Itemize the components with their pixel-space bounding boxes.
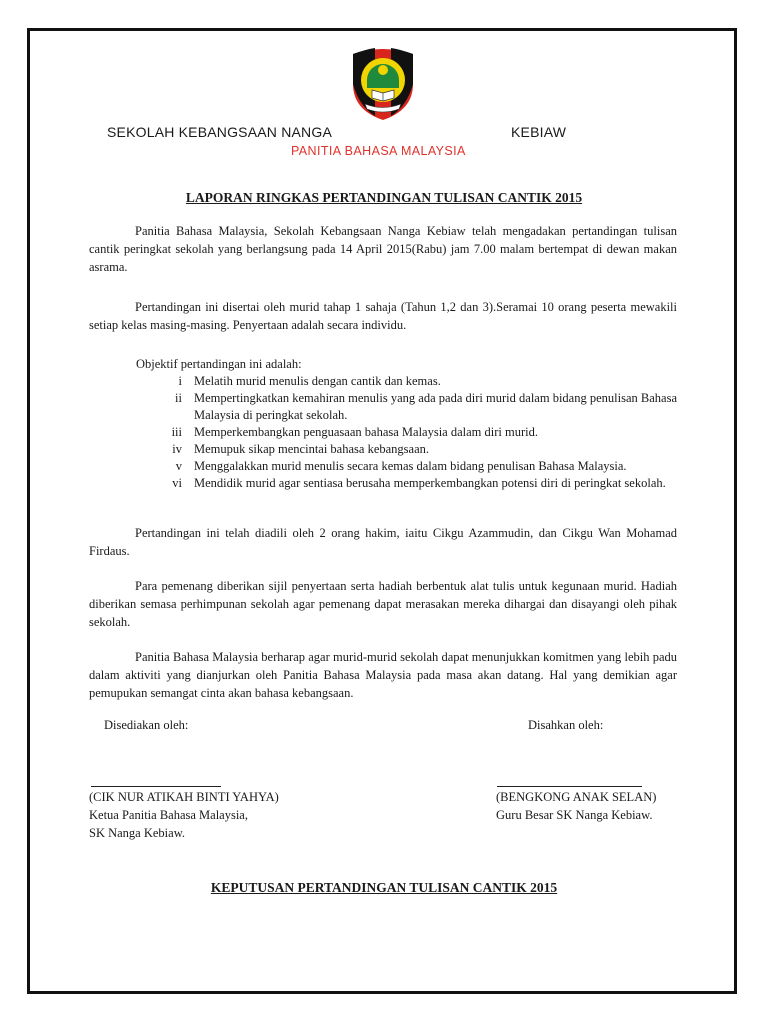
paragraph-participants: Pertandingan ini disertai oleh murid tahap 1 sahaja (Tahun 1,2 dan 3).Seramai 10 orang peserta mewakili setiap kelas masing-masing. Penyertaan adalah secara individu. xyxy=(89,300,677,332)
decision-title: KEPUTUSAN PERTANDINGAN TULISAN CANTIK 2015 xyxy=(210,880,558,895)
list-item xyxy=(162,458,677,475)
approved-by-label: Disahkan oleh: xyxy=(528,718,604,732)
prepared-by-name: (CIK NUR ATIKAH BINTI YAHYA) xyxy=(89,790,279,804)
prepared-by-school: SK Nanga Kebiaw. xyxy=(89,826,186,840)
approved-by-name: (BENGKONG ANAK SELAN) xyxy=(496,790,657,804)
page-border xyxy=(27,28,737,994)
list-item-text: Mempertingkatkan kemahiran menulis yang ada pada diri murid dalam bidang penulisan Bahasa Malaysia di peringkat sekolah. xyxy=(194,391,677,422)
list-item xyxy=(162,390,677,424)
prepared-by-label: Disediakan oleh: xyxy=(104,718,189,732)
committee-name: PANITIA BAHASA MALAYSIA xyxy=(291,144,466,158)
list-item xyxy=(162,475,677,492)
prepared-by-block xyxy=(89,788,279,842)
list-item-text: Melatih murid menulis dengan cantik dan kemas. xyxy=(194,374,441,388)
signature-line-prepared xyxy=(91,786,221,787)
list-item-number: vi xyxy=(172,476,182,490)
objectives-intro: Objektif pertandingan ini adalah: xyxy=(136,357,302,371)
school-name-right: KEBIAW xyxy=(511,124,567,140)
list-item-number: ii xyxy=(175,391,182,405)
list-item-text: Memupuk sikap mencintai bahasa kebangsaan. xyxy=(194,442,429,456)
approved-by-role: Guru Besar SK Nanga Kebiaw. xyxy=(496,808,653,822)
school-crest-icon xyxy=(345,44,421,122)
prepared-by-role: Ketua Panitia Bahasa Malaysia, xyxy=(89,808,248,822)
list-item xyxy=(162,424,677,441)
report-title: LAPORAN RINGKAS PERTANDINGAN TULISAN CANTIK 2015 xyxy=(185,190,583,205)
objectives-list xyxy=(162,373,677,492)
paragraph-intro: Panitia Bahasa Malaysia, Sekolah Kebangsaan Nanga Kebiaw telah mengadakan pertandingan tulisan cantik peringkat sekolah yang berlangsung pada 14 April 2015(Rabu) jam 7.00 malam bertempat di dewan makan asrama. xyxy=(89,224,677,274)
approved-by-block xyxy=(496,788,656,824)
list-item xyxy=(162,373,677,390)
list-item-text: Memperkembangkan penguasaan bahasa Malaysia dalam diri murid. xyxy=(194,425,538,439)
list-item-text: Menggalakkan murid menulis secara kemas dalam bidang penulisan Bahasa Malaysia. xyxy=(194,459,627,473)
signature-line-approved xyxy=(497,786,642,787)
list-item xyxy=(162,441,677,458)
list-item-number: i xyxy=(178,374,182,388)
list-item-text: Mendidik murid agar sentiasa berusaha memperkembangkan potensi diri di peringkat sekolah. xyxy=(194,476,666,490)
list-item-number: iii xyxy=(171,425,182,439)
paragraph-judges: Pertandingan ini telah diadili oleh 2 orang hakim, iaitu Cikgu Azammudin, dan Cikgu Wan Mohamad Firdaus. xyxy=(89,526,677,558)
paragraph-closing: Panitia Bahasa Malaysia berharap agar murid-murid sekolah dapat menunjukkan komitmen yang lebih padu dalam aktiviti yang dianjurkan oleh Panitia Bahasa Malaysia pada masa akan datang. Hal yang demikian agar pemupukan semangat cinta akan bahasa kebangsaan. xyxy=(89,650,677,700)
list-item-number: iv xyxy=(172,442,182,456)
paragraph-prizes: Para pemenang diberikan sijil penyertaan serta hadiah berbentuk alat tulis untuk kegunaan murid. Hadiah diberikan semasa perhimpunan sekolah agar pemenang dapat merasakan mereka dihargai dan disayangi oleh pihak sekolah. xyxy=(89,579,677,629)
list-item-number: v xyxy=(175,459,182,473)
school-name-left: SEKOLAH KEBANGSAAN NANGA xyxy=(107,124,332,140)
